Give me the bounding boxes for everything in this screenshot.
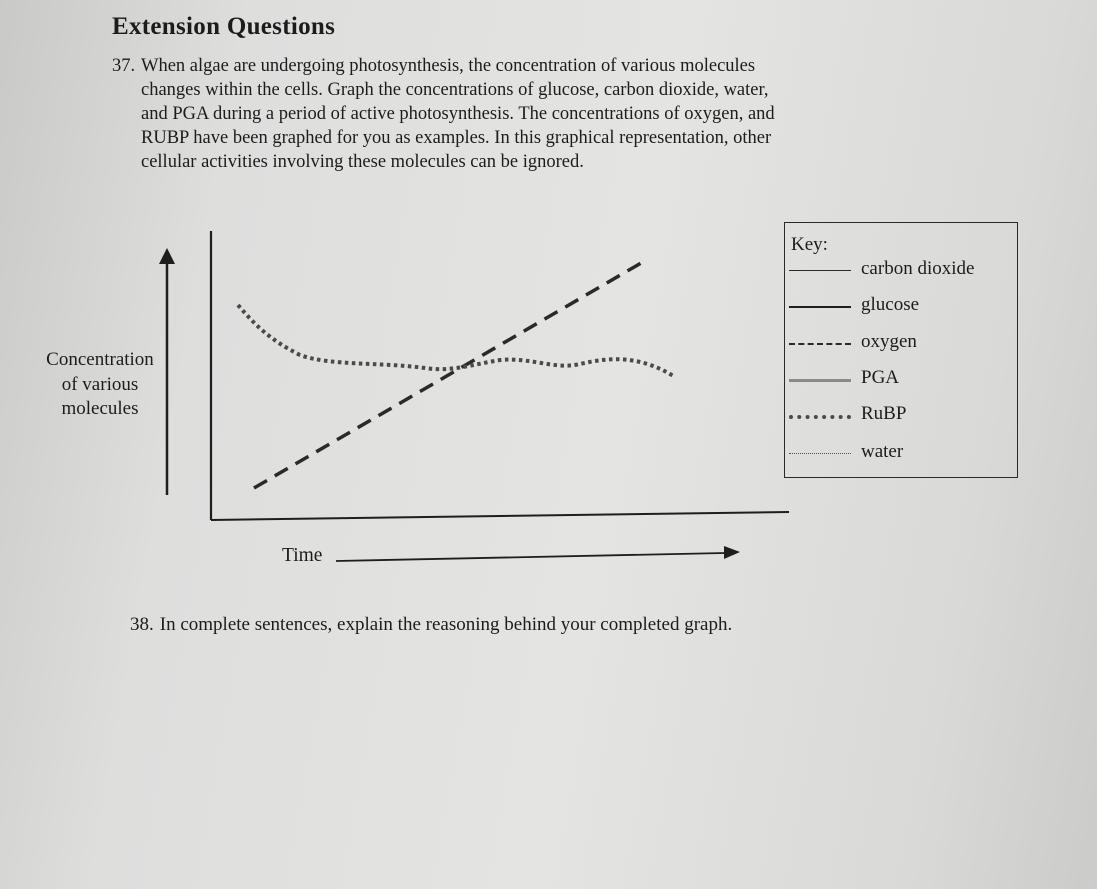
question-line: When algae are undergoing photosynthesis, the concentration of various molecules [141,56,756,76]
y-axis-label-line: of various [61,373,139,395]
pga-swatch [789,379,851,382]
rubp-series-line [238,305,675,377]
key-title: Key: [791,234,828,255]
key-label: oxygen [861,331,917,352]
key-label: PGA [861,367,900,388]
key-item-rubp [785,403,1017,427]
key-item-oxygen [785,331,1017,355]
x-axis-label: Time [282,545,323,566]
water-swatch [789,453,851,454]
key-label: carbon dioxide [861,258,975,279]
key-item-water [785,441,1017,465]
key-label: glucose [861,294,920,315]
y-axis-label-line: Concentration [46,349,154,370]
question-line: RUBP have been graphed for you as examples. In this graphical representation, other [141,128,772,148]
key-item-pga [785,367,1017,391]
key-item-glucose [785,294,1017,318]
rubp-swatch [789,415,851,419]
key-label: water [861,441,904,462]
glucose-swatch [789,306,851,308]
time-arrow-line [336,553,725,561]
carbon-dioxide-swatch [789,270,851,271]
oxygen-swatch [789,343,851,345]
question-number: 38. [130,614,154,635]
y-axis-label-line: molecules [61,398,139,419]
y-axis-label [30,348,170,422]
x-axis [211,512,789,520]
key-label: RuBP [861,403,907,424]
question-line: changes within the cells. Graph the concentrations of glucose, carbon dioxide, water, [141,80,769,100]
question-text: In complete sentences, explain the reasoning behind your completed graph. [159,614,733,635]
time-arrowhead [724,546,740,559]
graph-key [784,222,1018,478]
key-item-carbon-dioxide [785,258,1017,282]
question-line: and PGA during a period of active photosynthesis. The concentrations of oxygen, and [141,104,775,124]
question-line: cellular activities involving these molecules can be ignored. [141,152,584,172]
question-38 [130,614,732,636]
y-axis-arrowhead [159,248,175,264]
oxygen-series-line [254,259,648,488]
question-number: 37. [112,56,136,76]
page-heading: Extension Questions [112,13,336,40]
